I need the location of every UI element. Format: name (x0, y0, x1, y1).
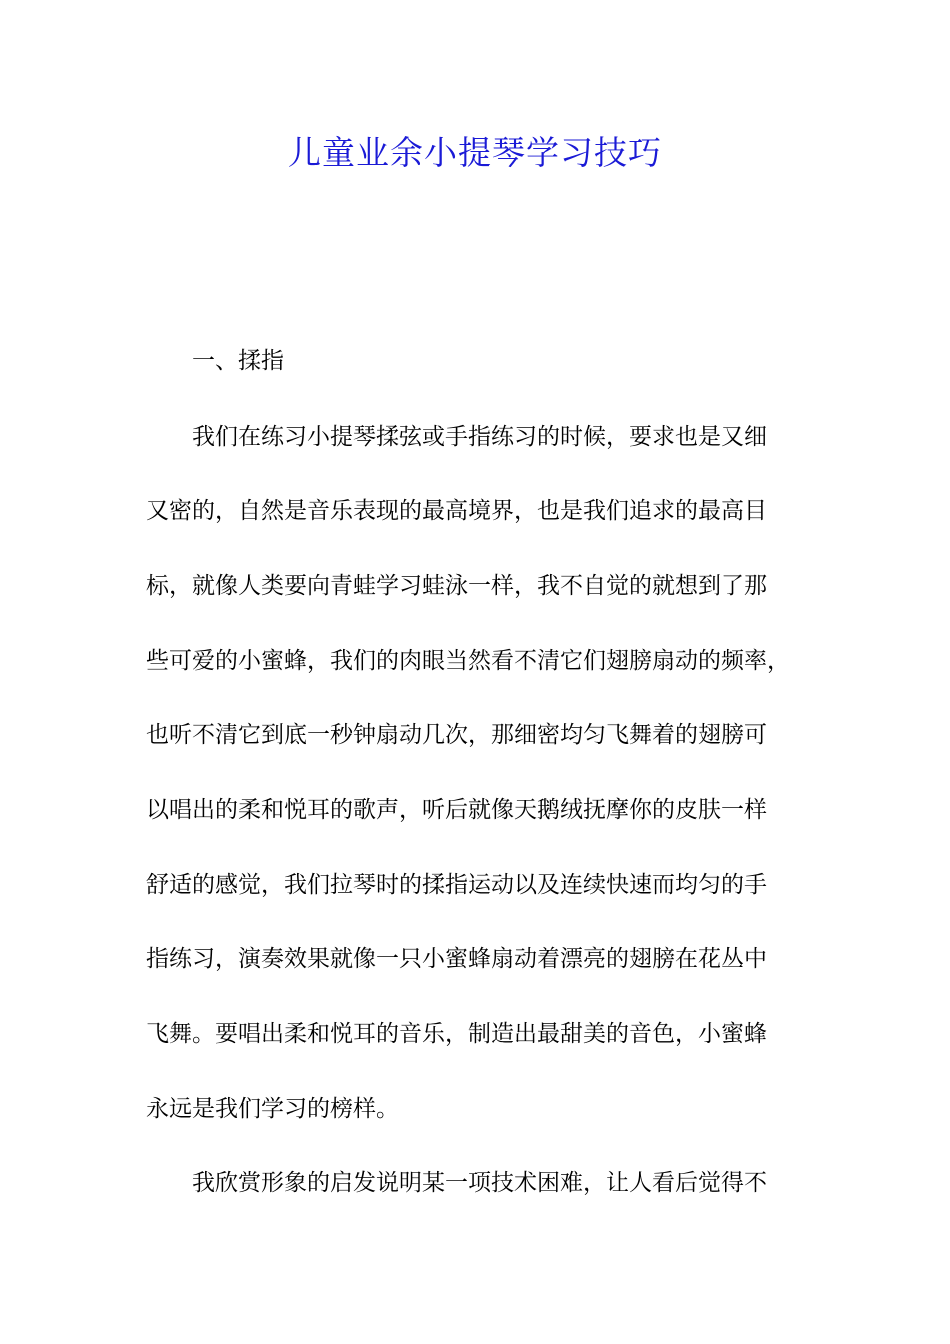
section-heading: 一、揉指 (192, 348, 284, 374)
paragraph-line: 我们在练习小提琴揉弦或手指练习的时候，要求也是又细 (192, 424, 767, 450)
paragraph-line: 我欣赏形象的启发说明某一项技术困难，让人看后觉得不 (192, 1170, 767, 1196)
paragraph-line: 标，就像人类要向青蛙学习蛙泳一样，我不自觉的就想到了那 (146, 573, 767, 599)
paragraph-line: 也听不清它到底一秒钟扇动几次，那细密均匀飞舞着的翅膀可 (146, 722, 767, 748)
paragraph-line: 又密的，自然是音乐表现的最高境界，也是我们追求的最高目 (146, 498, 767, 524)
paragraph-line: 以唱出的柔和悦耳的歌声，听后就像天鹅绒抚摩你的皮肤一样 (146, 797, 767, 823)
document-title: 儿童业余小提琴学习技巧 (288, 133, 662, 172)
paragraph-line: 舒适的感觉，我们拉琴时的揉指运动以及连续快速而均匀的手 (146, 872, 767, 898)
paragraph-line: 指练习，演奏效果就像一只小蜜蜂扇动着漂亮的翅膀在花丛中 (146, 946, 767, 972)
paragraph-line: 飞舞。要唱出柔和悦耳的音乐，制造出最甜美的音色，小蜜蜂 (146, 1021, 767, 1047)
paragraph-line: 永远是我们学习的榜样。 (146, 1096, 399, 1122)
paragraph-line: 些可爱的小蜜蜂，我们的肉眼当然看不清它们翅膀扇动的频率， (146, 648, 790, 674)
